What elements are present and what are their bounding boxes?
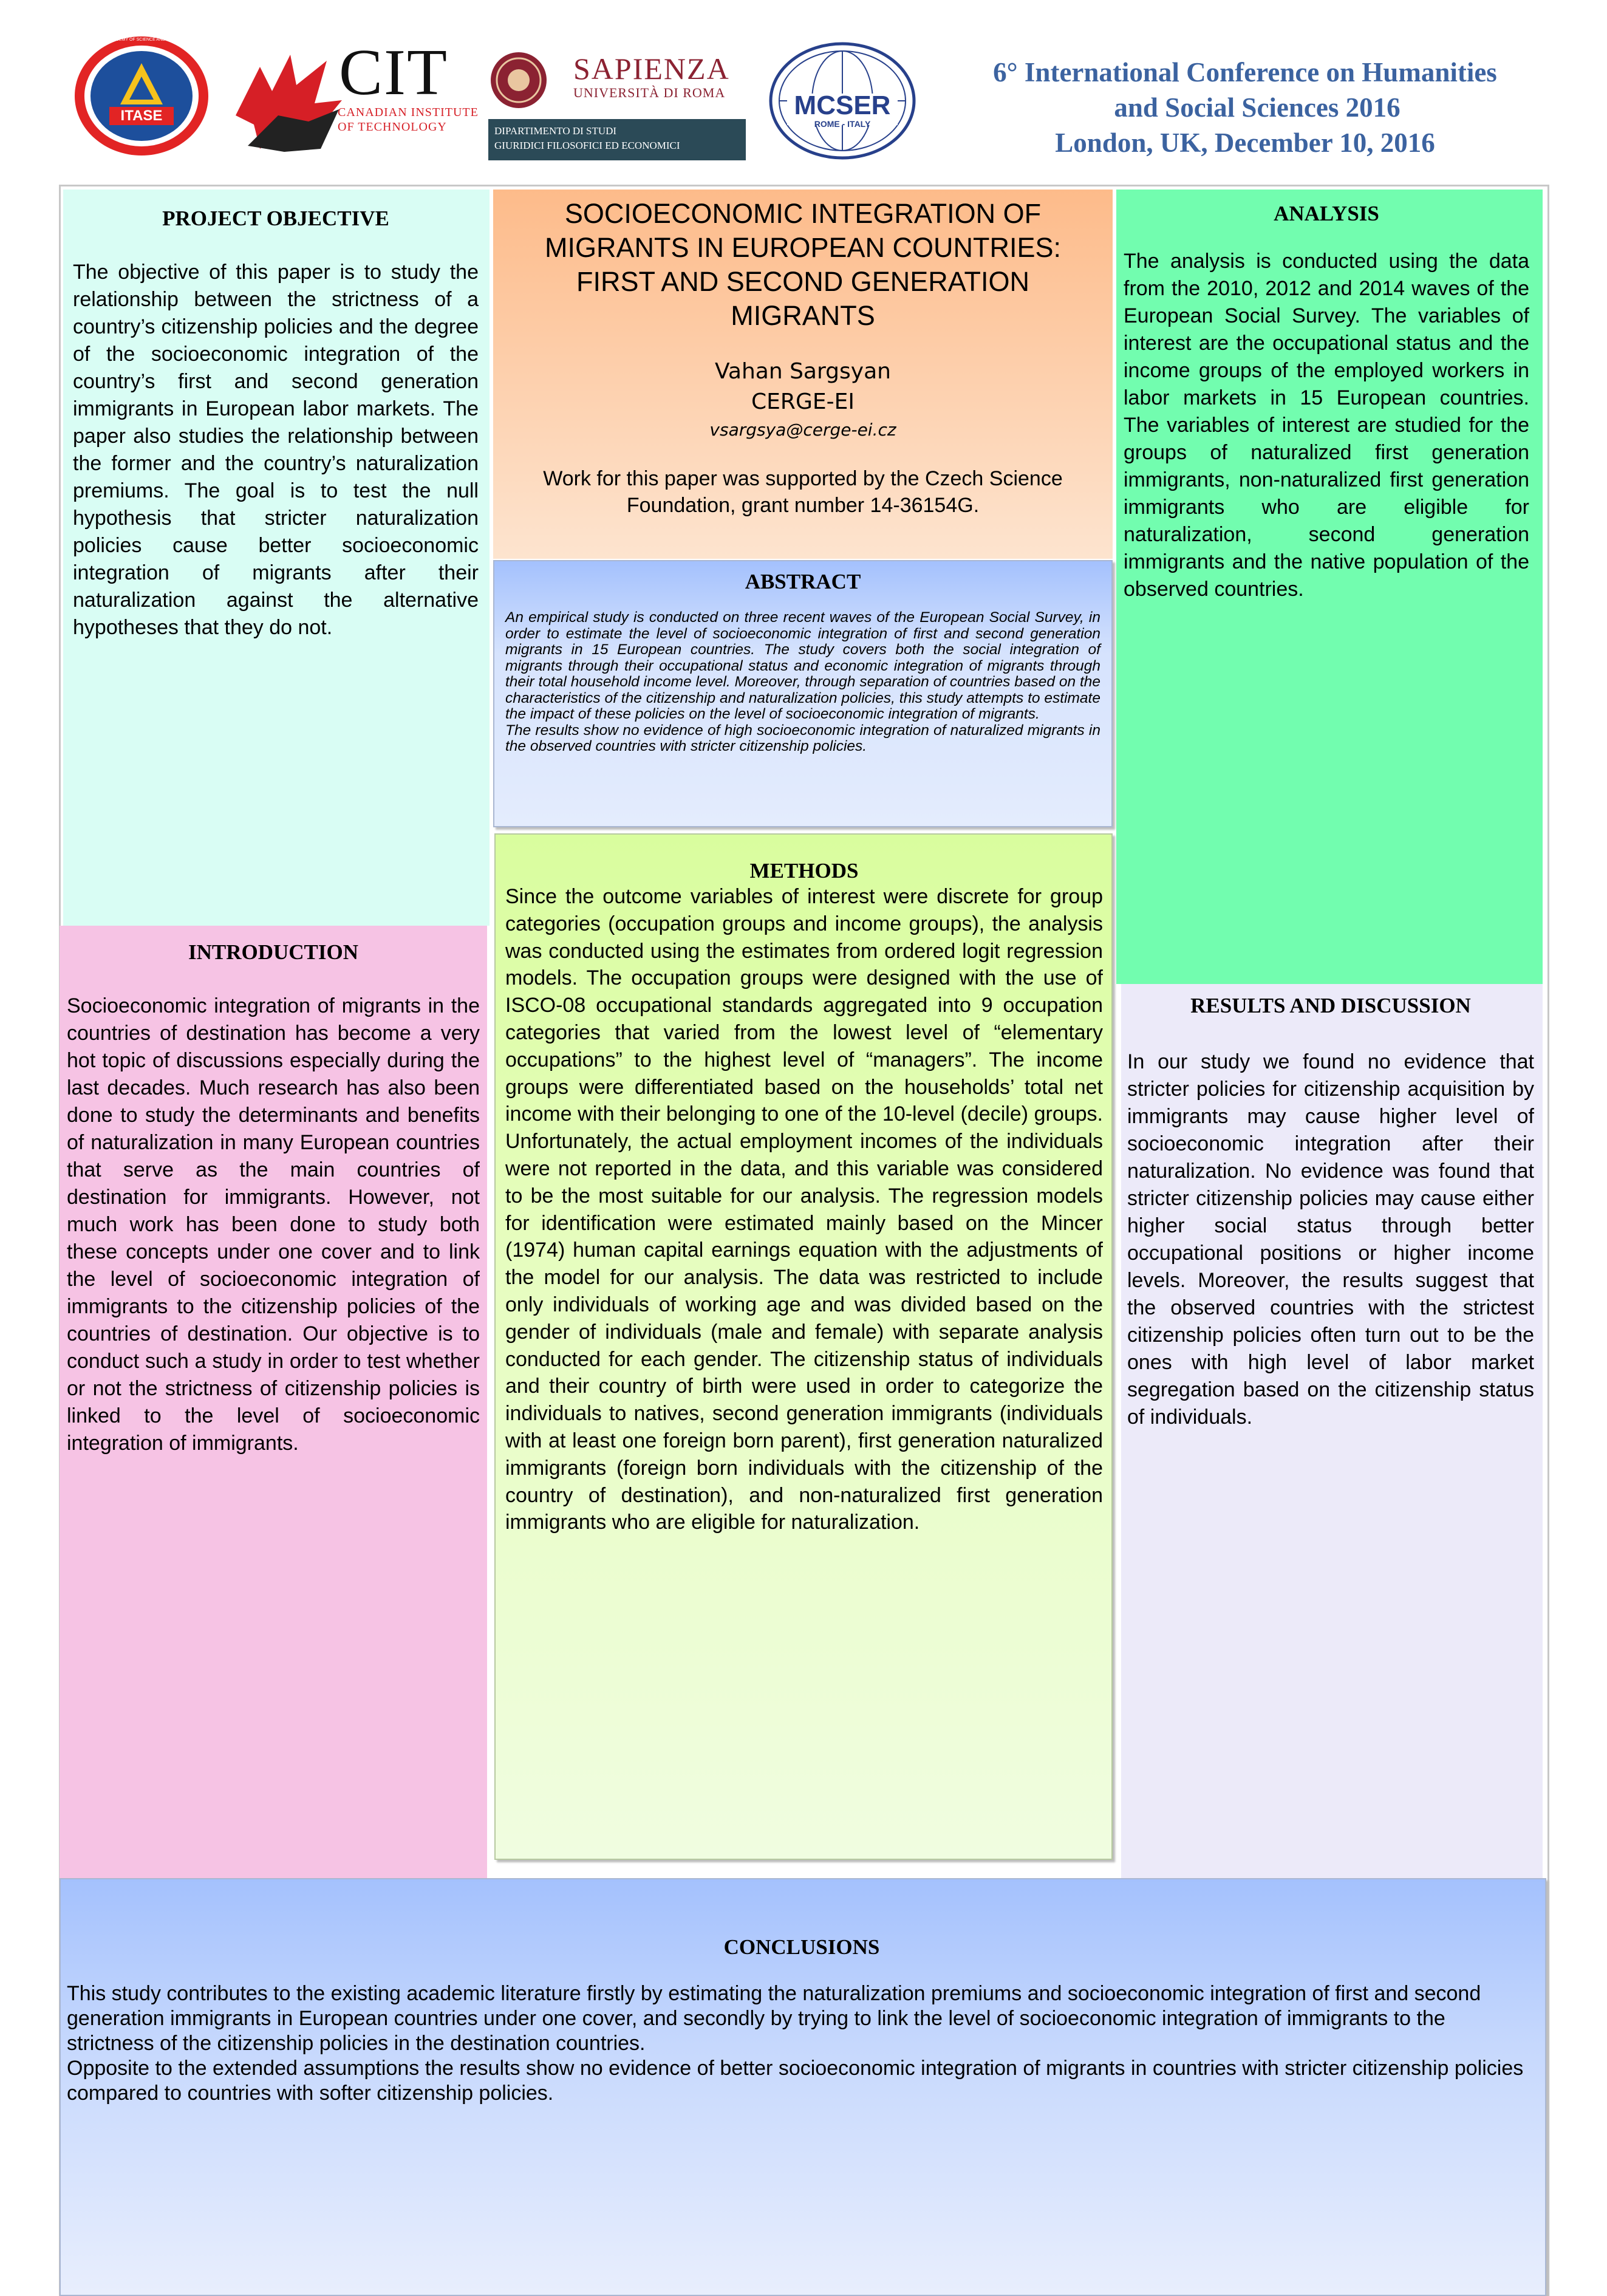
- author-email: vsargsya@cerge-ei.cz: [709, 420, 896, 440]
- introduction-panel: [60, 926, 487, 1878]
- objective-text: The objective of this paper is to study the relationship between the strictness of a country’s citizenship policies and the degree of the socioeconomic integration of the country’s first and second generation immigrants in European labor markets. The paper also studies the relationship between the former and the country’s naturalization premiums. The goal is to test the null hypothesis that stricter naturalization policies cause better socioeconomic integration of migrants after their naturalization against the alternative hypotheses that they do not.: [73, 261, 479, 639]
- methods-panel: [494, 833, 1113, 1860]
- conference-line2: and Social Sciences 2016: [1114, 92, 1401, 123]
- conclusions-text-1: This study contributes to the existing academic literature firstly by estimating the naturalization premiums and socioeconomic integration of first and second generation immigrants in European countries under one cover, and secondly by trying to link the level of socioeconomic integration of immigrants to the strictness of the citizenship policies in the destination countries.: [67, 1982, 1481, 2055]
- methods-text: Since the outcome variables of interest were discrete for group categories (occupation groups and income groups), the analysis was conducted using the estimates from ordered logit regression models. The occupation groups were designed with the use of ISCO-08 occupational standards aggregated into 9 occupation categories that varied from the lowest level of “elementary occupations” to the highest level of “managers”. The income groups were differentiated based on the households’ total net income with their belonging to one of the 10-level (decile) groups. Unfortunately, the actual employment incomes of the individuals were not reported in the data, and this variable was considered to be the most suitable for our analysis. The regression models for identification were estimated mainly based on the Mincer (1974) human capital earnings equation with the adjustments of the model for our analysis. The data was restricted to include only individuals of working age and was divided based on the gender of individuals (male and female) with separate analysis conducted for each gender. The citizenship status of individuals and their country of birth were used in order to categorize the individuals to natives, second generation immigrants (individuals with at least one foreign born parent), first generation naturalized immigrants (foreign born individuals with the citizenship of the country of destination), and non-naturalized first generation immigrants who are eligible for naturalization.: [505, 885, 1103, 1534]
- conference-info: [935, 55, 1555, 160]
- cit-abbr: CIT: [339, 36, 448, 109]
- sapienza-dept-line1: DIPARTIMENTO DI STUDI: [494, 125, 617, 137]
- author-name: Vahan Sargsyan: [715, 359, 891, 384]
- objective-panel: [63, 190, 490, 926]
- sapienza-sub: UNIVERSITÀ DI ROMA: [573, 85, 726, 100]
- itase-emblem-icon: [72, 34, 211, 158]
- results-heading: RESULTS AND DISCUSSION: [1190, 994, 1471, 1017]
- sapienza-logo: [488, 44, 746, 160]
- sapienza-seal-icon: [488, 46, 549, 119]
- results-panel: [1121, 984, 1543, 1878]
- funding-note: Work for this paper was supported by the Czech Science Foundation, grant number 14-36154G.: [543, 467, 1063, 517]
- itase-logo: [72, 34, 211, 158]
- poster-title: SOCIOECONOMIC INTEGRATION OF MIGRANTS IN EUROPEAN COUNTRIES: FIRST AND SECOND GENERATION MIGRANTS: [544, 198, 1062, 331]
- objective-heading: PROJECT OBJECTIVE: [162, 207, 389, 230]
- itase-ring-text: INDIAN ACADEMY OF SCIENCE AND EDUCATION: [92, 38, 191, 42]
- analysis-heading: ANALYSIS: [1274, 202, 1379, 225]
- analysis-panel: [1116, 190, 1543, 984]
- maple-leaf-icon: [223, 43, 345, 158]
- itase-logo-name: ITASE: [120, 108, 163, 124]
- mcser-sub: ROME - ITALY: [814, 119, 871, 129]
- author-affiliation: CERGE-EI: [751, 389, 855, 414]
- cit-line1: CANADIAN INSTITUTE: [338, 106, 479, 119]
- mcser-name: MCSER: [794, 91, 891, 120]
- abstract-text-2: The results show no evidence of high socioeconomic integration of naturalized migrants in the observed countries with stricter citizenship policies.: [505, 722, 1100, 754]
- sapienza-name: SAPIENZA: [573, 52, 730, 86]
- abstract-panel: [493, 560, 1113, 827]
- introduction-heading: INTRODUCTION: [188, 940, 359, 964]
- cit-logo: [223, 36, 479, 158]
- conference-line1: 6° International Conference on Humanities: [993, 57, 1497, 87]
- conclusions-panel: [60, 1878, 1546, 2296]
- conclusions-text-2: Opposite to the extended assumptions the results show no evidence of better socioeconomic integration of migrants in countries with stricter citizenship policies compared to countries with softer citizenship policies.: [67, 2057, 1524, 2105]
- sapienza-dept-line2: GIURIDICI FILOSOFICI ED ECONOMICI: [494, 140, 680, 151]
- abstract-text-1: An empirical study is conducted on three recent waves of the European Social Survey, in order to estimate the level of socioeconomic integration of first and second generation migrants in 15 European countries. The study covers both the social integration of migrants through their occupational status and economic integration of migrants through their total household income level. Moreover, through separation of countries based on the characteristics of the citizenship and naturalization policies, this study attempts to estimate the impact of these policies on the level of socioeconomic integration of migrants.: [505, 609, 1100, 722]
- abstract-heading: ABSTRACT: [745, 570, 861, 593]
- results-text: In our study we found no evidence that stricter policies for citizenship acquisition by immigrants may cause higher level of socioeconomic integration after their naturalization. No evidence was found that stricter citizenship policies may cause either higher social status through better occupational positions or higher income levels. Moreover, the results suggest that the observed countries with the strictest citizenship policies often turn out to be the ones with high level of labor market segregation based on the citizenship status of individuals.: [1127, 1050, 1534, 1429]
- methods-heading: METHODS: [749, 859, 859, 883]
- header: [0, 0, 1607, 182]
- conclusions-heading: CONCLUSIONS: [723, 1935, 880, 1959]
- analysis-text: The analysis is conducted using the data from the 2010, 2012 and 2014 waves of the European Social Survey. The variables of interest are the occupational status and the income groups of the employed workers in labor markets in 15 European countries. The variables of interest are studied for the groups of naturalized first generation immigrants, non-naturalized first generation immigrants who are eligible for naturalization, second generation immigrants and the native population of the observed countries.: [1124, 250, 1529, 601]
- introduction-text: Socioeconomic integration of migrants in the countries of destination has become a very hot topic of discussions especially during the last decades. Much research has also been done to study the determinants and benefits of naturalization in many European countries that serve as the main countries of destination for immigrants. However, not much work has been done to study both these concepts under one cover and to link the level of socioeconomic integration of immigrants to the citizenship policies of the countries of destination. Our objective is to conduct such a study in order to test whether or not the strictness of citizenship policies is linked to the level of socioeconomic integration of immigrants.: [67, 994, 480, 1455]
- cit-line2: OF TECHNOLOGY: [338, 120, 447, 134]
- title-panel: [493, 190, 1113, 559]
- conference-line3: London, UK, December 10, 2016: [1055, 128, 1435, 158]
- mcser-logo: [769, 41, 916, 160]
